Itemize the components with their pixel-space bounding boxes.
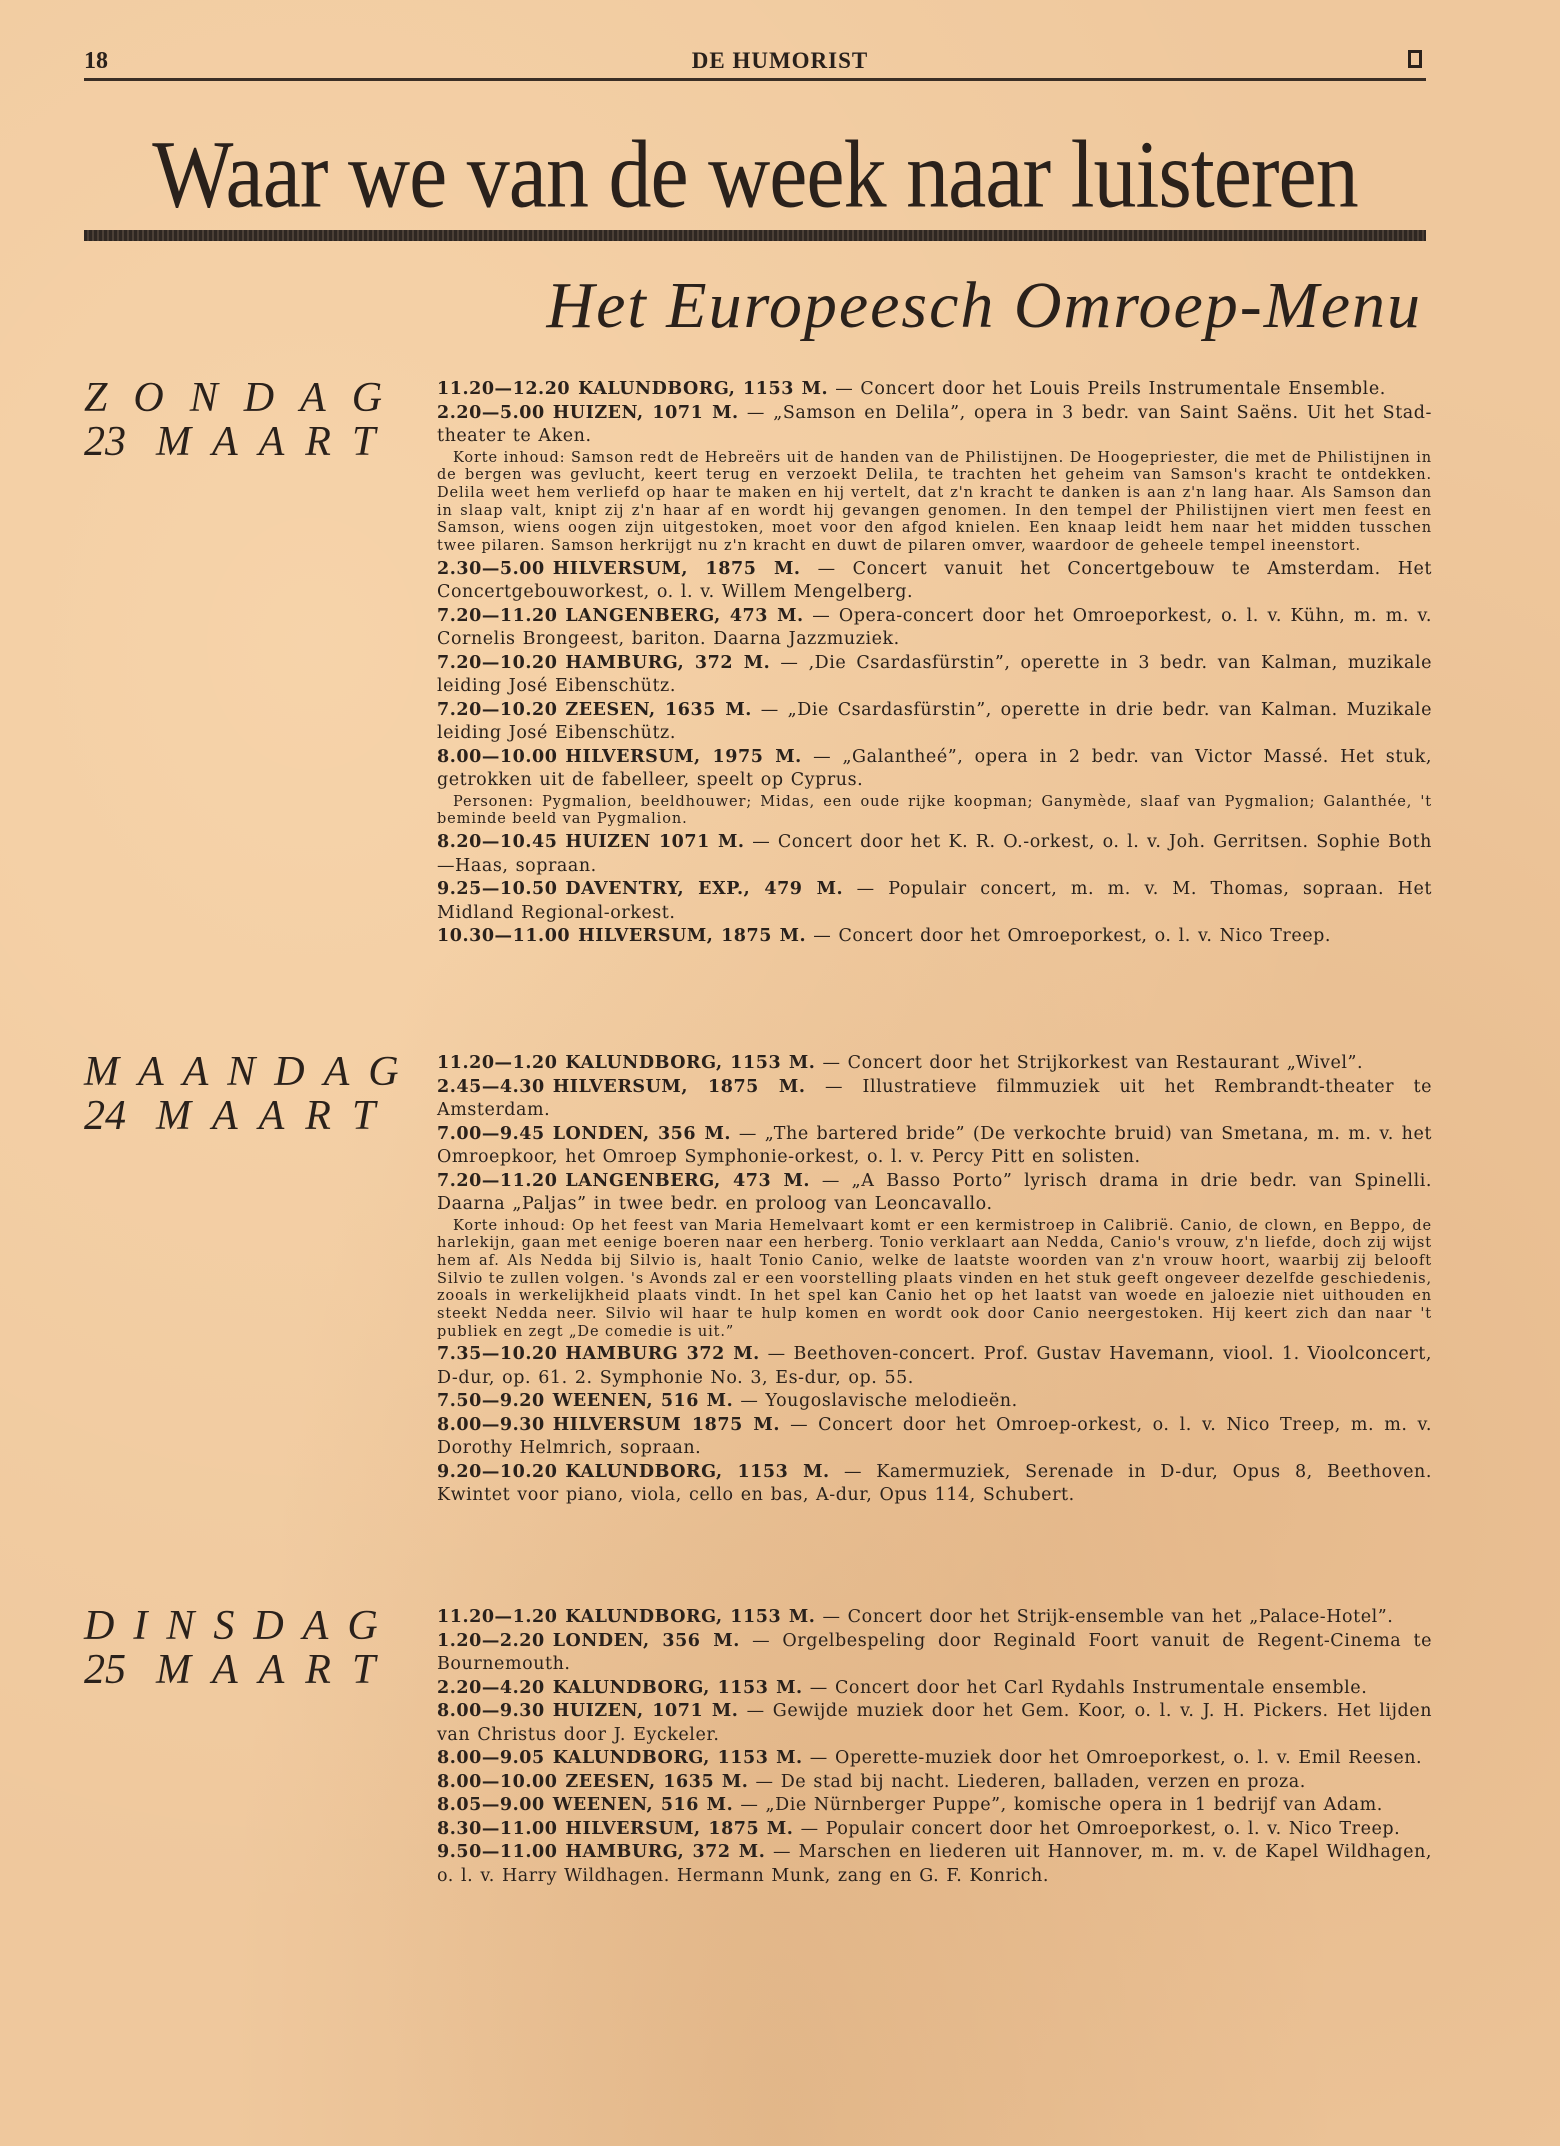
day-label — [84, 376, 424, 464]
broadcast-time: 2.45—4.30 — [437, 1076, 545, 1097]
programme-description: — Concert door het Omroep-orkest, o. l. v. Nico Treep, m. m. v. Dorothy Helmrich, sopraan. — [437, 1414, 1432, 1459]
programme-description: — Opera-concert door het Omroeporkest, o. l. v. Kühn, m. m. v. Cornelis Brongeest, bariton. Daarna Jazzmuziek. — [437, 605, 1432, 650]
programme-entry — [437, 378, 1432, 402]
day-name-line — [84, 376, 424, 420]
station: WEENEN, 516 M. — [552, 1795, 734, 1815]
programme-description: — De stad bij nacht. Liederen, balladen, verzen en proza. — [748, 1771, 1306, 1792]
day-name: MAANDAG — [84, 1049, 418, 1095]
programme-entry — [437, 746, 1432, 793]
programme-entry — [437, 1343, 1432, 1390]
programme-entry — [437, 1841, 1432, 1888]
broadcast-time: 11.20—1.20 — [437, 1053, 558, 1073]
programme-entry — [437, 878, 1432, 925]
header-rule — [84, 78, 1426, 81]
month: MAART — [156, 1647, 397, 1693]
programme-description: — Concert door het Strijkorkest van Restaurant „Wivel”. — [815, 1053, 1364, 1073]
station: HUIZEN, 1071 M. — [552, 1701, 739, 1721]
programme-description: — „The bartered bride” (De verkochte bruid) van Smetana, m. m. v. het Omroepkoor, het Omroep Symphonie-orkest, o. l. v. Percy Pitt en solisten. — [437, 1123, 1432, 1167]
broadcast-time: 2.20—5.00 — [437, 402, 545, 423]
day-name: DINSDAG — [84, 1603, 397, 1649]
month: MAART — [156, 419, 397, 465]
programme-entry — [437, 1461, 1432, 1508]
programme-entry — [437, 1630, 1432, 1677]
broadcast-time: 11.20—12.20 — [437, 379, 571, 399]
broadcast-time: 1.20—2.20 — [437, 1630, 545, 1651]
day-date — [84, 1648, 424, 1692]
programme-entry — [437, 1794, 1432, 1818]
broadcast-time: 8.05—9.00 — [437, 1795, 545, 1815]
programme-description: — Orgelbespeling door Reginald Foort vanuit de Regent-Cinema te Bournemouth. — [437, 1630, 1432, 1674]
programme-description: — Beethoven-concert. Prof. Gustav Havemann, viool. 1. Vioolconcert, D-dur, op. 61. 2. Symphonie No. 3, Es-dur, op. 55. — [437, 1344, 1433, 1388]
programme-entry — [437, 1414, 1432, 1461]
programme-entry — [437, 925, 1432, 949]
station: HILVERSUM, 1875 M. — [552, 558, 801, 579]
broadcast-time: 9.20—10.20 — [437, 1461, 558, 1482]
programme-entry — [437, 1606, 1432, 1630]
day-label — [84, 1604, 424, 1692]
broadcast-time: 9.25—10.50 — [437, 879, 558, 900]
synopsis-note: Korte inhoud: Samson redt de Hebreërs uit de handen van de Philistijnen. De Hoogepriester, die met de Philistijnen in de bergen was gevlucht, keert terug en verzoekt Delila, te trachten het geheim van Samson's kracht te ontdekken. Delila weet hem verliefd op haar te maken en hij vertelt, dat z'n kracht te danken is aan z'n lang haar. Als Samson dan in slaap valt, knipt zij z'n haar af en wordt hij gevangen genomen. In den tempel der Philistijnen viert men feest en Samson, wiens oogen zijn uitgestoken, moet voor den afgod knielen. Een knaap leidt hem naar het midden tusschen twee pilaren. Samson herkrijgt nu z'n kracht en duwt de pilaren omver, waardoor de geheele tempel ineenstort. — [437, 449, 1432, 555]
broadcast-time: 2.30—5.00 — [437, 558, 545, 579]
day-programme — [437, 1606, 1432, 1888]
station: LONDEN, 356 M. — [552, 1123, 732, 1144]
title-divider — [84, 230, 1426, 241]
station: HILVERSUM, 1975 M. — [565, 746, 802, 767]
programme-description: — Concert door het Carl Rydahls Instrumentale ensemble. — [802, 1677, 1368, 1698]
date-number: 24 — [84, 1093, 126, 1139]
programme-description: — Concert door het Louis Preils Instrumentale Ensemble. — [828, 379, 1386, 399]
broadcast-time: 8.00—10.00 — [437, 746, 558, 767]
broadcast-time: 7.20—11.20 — [437, 1170, 558, 1191]
programme-description: — „Galantheé”, opera in 2 bedr. van Victor Massé. Het stuk, getrokken uit de fabelleer, speelt op Cyprus. — [437, 746, 1432, 791]
programme-description: — Populair concert, m. m. v. M. Thomas, sopraan. Het Midland Regional-orkest. — [437, 879, 1432, 923]
programme-entry — [437, 699, 1432, 746]
station: HAMBURG 372 M. — [565, 1344, 760, 1365]
station: KALUNDBORG, 1153 M. — [565, 1607, 816, 1627]
programme-description: — Concert door het Strijk-ensemble van het „Palace-Hotel”. — [815, 1607, 1394, 1627]
programme-entry — [437, 558, 1432, 605]
programme-description: — „Die Nürnberger Puppe”, komische opera in 1 bedrijf van Adam. — [733, 1795, 1383, 1815]
date-number: 23 — [84, 419, 126, 465]
broadcast-time: 7.20—11.20 — [437, 605, 558, 626]
station: KALUNDBORG, 1153 M. — [578, 379, 829, 399]
programme-description: — „A Basso Porto” lyrisch drama in drie bedr. van Spinelli. Daarna „Paljas” in twee bedr. en proloog van Leoncavallo. — [437, 1170, 1432, 1214]
programme-description: — Kamermuziek, Serenade in D-dur, Opus 8, Beethoven. Kwintet voor piano, viola, cello en bas, A-dur, Opus 114, Schubert. — [437, 1461, 1432, 1506]
programme-description: — ‚Die Csardasfürstin”, operette in 3 bedr. van Kalman, muzikale leiding José Eibenschütz. — [437, 652, 1432, 697]
station: HILVERSUM, 1875 M. — [578, 926, 807, 947]
station: LONDEN, 356 M. — [552, 1630, 740, 1651]
month: MAART — [156, 1093, 397, 1139]
day-name: ZONDAG — [84, 375, 409, 421]
programme-entry — [437, 1771, 1432, 1795]
programme-entry — [437, 605, 1432, 652]
station: HAMBURG, 372 M. — [565, 652, 771, 673]
programme-description: — „Samson en Delila”, opera in 3 bedr. van Saint Saëns. Uit het Stad-theater te Aken. — [437, 402, 1432, 446]
programme-entry — [437, 1677, 1432, 1701]
station: LANGENBERG, 473 M. — [565, 605, 804, 626]
programme-entry — [437, 1052, 1432, 1076]
programme-entry — [437, 402, 1432, 449]
broadcast-time: 7.35—10.20 — [437, 1344, 558, 1365]
programme-description: — Gewijde muziek door het Gem. Koor, o. l. v. J. H. Pickers. Het lijden van Christus door J. Eyckeler. — [437, 1701, 1433, 1745]
section-marker-icon — [1408, 50, 1422, 68]
programme-entry — [437, 1818, 1432, 1842]
page-number: 18 — [84, 48, 108, 74]
station: ZEESEN, 1635 M. — [565, 1771, 749, 1792]
station: KALUNDBORG, 1153 M. — [552, 1677, 803, 1698]
broadcast-time: 7.00—9.45 — [437, 1123, 545, 1144]
station: ZEESEN, 1635 M. — [565, 699, 752, 720]
broadcast-time: 7.50—9.20 — [437, 1391, 545, 1412]
station: HILVERSUM 1875 M. — [552, 1414, 780, 1435]
programme-description: — Concert door het Omroeporkest, o. l. v. Nico Treep. — [806, 926, 1331, 947]
day-label — [84, 1050, 424, 1138]
broadcast-time: 8.00—9.30 — [437, 1414, 545, 1435]
day-programme — [437, 378, 1432, 949]
station: HILVERSUM, 1875 M. — [552, 1076, 806, 1097]
synopsis-note: Korte inhoud: Op het feest van Maria Hemelvaart komt er een kermistroep in Calibrië. Canio, de clown, en Beppo, de harlekijn, gaan met eenige boeren naar een herberg. Tonio verklaart aan Nedda, Canio's vrouw, z'n liefde, doch zij wijst hem af. Als Nedda bij Silvio is, haalt Tonio Canio, welke de laatste woorden van z'n vrouw hoort, waarbij zij belooft Silvio te zullen volgen. 's Avonds zal er een voorstelling plaats vinden en het stuk geeft ongeveer dezelfde geschiedenis, zooals in werkelijkheid plaats vindt. In het spel kan Canio het op het laatst van woede en jaloezie niet uithouden en steekt Nedda neer. Silvio wil haar te hulp komen en wordt ook door Canio neergestoken. Hij keert zich dan naar 't publiek en zegt „De comedie is uit.” — [437, 1217, 1432, 1340]
programme-entry — [437, 1076, 1432, 1123]
day-programme — [437, 1052, 1432, 1508]
day-date — [84, 1094, 424, 1138]
broadcast-time: 10.30—11.00 — [437, 926, 571, 947]
station: DAVENTRY, EXP., 479 M. — [565, 879, 844, 900]
broadcast-time: 9.50—11.00 — [437, 1842, 558, 1862]
day-date — [84, 420, 424, 464]
broadcast-time: 8.20—10.45 — [437, 832, 558, 853]
programme-entry — [437, 831, 1432, 878]
page-title: Waar we van de week naar luisteren — [152, 120, 1358, 228]
programme-description: — Operette-muziek door het Omroeporkest, o. l. v. Emil Reesen. — [802, 1748, 1423, 1768]
programme-entry — [437, 1700, 1432, 1747]
programme-description: — Illustratieve filmmuziek uit het Rembrandt-theater te Amsterdam. — [437, 1076, 1432, 1120]
day-name-line — [84, 1604, 424, 1648]
running-head: DE HUMORIST — [691, 48, 869, 73]
day-name-line — [84, 1050, 424, 1094]
broadcast-time: 11.20—1.20 — [437, 1607, 558, 1627]
synopsis-note: Personen: Pygmalion, beeldhouwer; Midas, een oude rijke koopman; Ganymède, slaaf van Pygmalion; Galanthée, 't beminde beeld van Pygmalion. — [437, 793, 1432, 828]
broadcast-time: 7.20—10.20 — [437, 699, 558, 720]
programme-entry — [437, 1390, 1432, 1414]
programme-entry — [437, 1123, 1432, 1170]
station: LANGENBERG, 473 M. — [565, 1170, 811, 1191]
station: HILVERSUM, 1875 M. — [565, 1818, 794, 1839]
broadcast-time: 8.00—9.05 — [437, 1748, 545, 1768]
station: HUIZEN, 1071 M. — [552, 402, 739, 423]
station: WEENEN, 516 M. — [552, 1391, 734, 1412]
programme-description: — Concert door het K. R. O.-orkest, o. l. v. Joh. Gerritsen. Sophie Both—Haas, sopraan. — [437, 832, 1432, 876]
station: HUIZEN 1071 M. — [565, 832, 745, 853]
station: HAMBURG, 372 M. — [565, 1842, 766, 1862]
programme-description: — Populair concert door het Omroeporkest, o. l. v. Nico Treep. — [793, 1818, 1401, 1839]
programme-entry — [437, 1170, 1432, 1217]
broadcast-time: 8.00—9.30 — [437, 1701, 545, 1721]
station: KALUNDBORG, 1153 M. — [565, 1461, 830, 1482]
broadcast-time: 7.20—10.20 — [437, 652, 558, 673]
programme-entry — [437, 1747, 1432, 1771]
programme-description: — Marschen en liederen uit Hannover, m. m. v. de Kapel Wildhagen, o. l. v. Harry Wildhagen. Hermann Munk, zang en G. F. Konrich. — [437, 1842, 1432, 1886]
programme-description: — Concert vanuit het Concertgebouw te Amsterdam. Het Concertgebouworkest, o. l. v. Willem Mengelberg. — [437, 558, 1433, 603]
programme-description: — Yougoslavische melodieën. — [733, 1391, 1018, 1412]
station: KALUNDBORG, 1153 M. — [565, 1053, 816, 1073]
broadcast-time: 2.20—4.20 — [437, 1677, 545, 1698]
date-number: 25 — [84, 1647, 126, 1693]
subtitle: Het Europeesch Omroep-Menu — [546, 269, 1422, 342]
programme-description: — „Die Csardasfürstin”, operette in drie bedr. van Kalman. Muzikale leiding José Eibenschütz. — [437, 699, 1432, 744]
station: KALUNDBORG, 1153 M. — [552, 1748, 803, 1768]
broadcast-time: 8.30—11.00 — [437, 1818, 558, 1839]
programme-entry — [437, 652, 1432, 699]
broadcast-time: 8.00—10.00 — [437, 1771, 558, 1792]
